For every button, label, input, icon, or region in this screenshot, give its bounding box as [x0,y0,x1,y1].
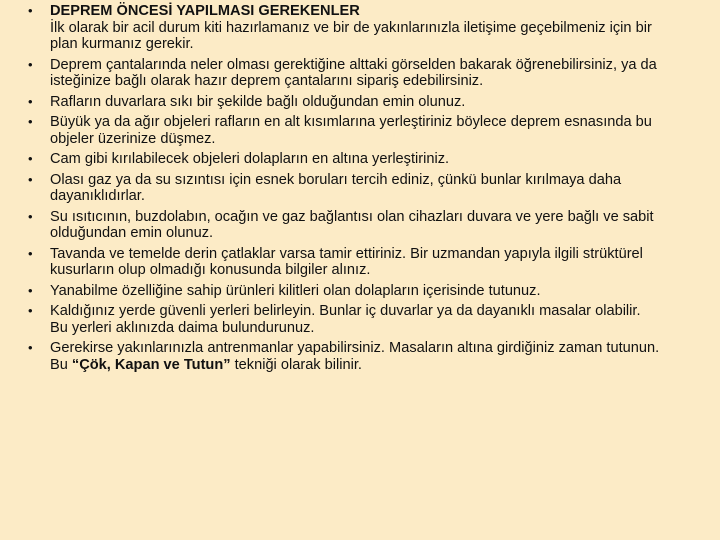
technique-name: “Çök, Kapan ve Tutun” [71,356,231,373]
list-item [0,209,660,242]
bullet-icon: • [28,282,33,298]
list-item-text: Rafların duvarlara sıkı bir şekilde bağlı olduğundan emin olunuz. [50,93,466,110]
list-item-text: Olası gaz ya da su sızıntısı için esnek boruları tercih ediniz, çünkü bunlar kırılmaya daha dayanıklıdırlar. [50,171,622,204]
list-item-text: Kaldığınız yerde güvenli yerleri belirleyin. Bunlar iç duvarlar ya da dayanıklı masalar olabilir. Bu yerleri aklınızda daima bulundurunuz. [50,303,641,336]
list-item-text: Yanabilme özelliğine sahip ürünleri kilitleri olan dolapların içerisinde tutunuz. [50,282,541,299]
bullet-icon: • [28,208,33,224]
list-item-text: Tavanda ve temelde derin çatlaklar varsa tamir ettiriniz. Bir uzmandan yapıyla ilgili strüktürel kusurların olup olmadığı konusunda bilgiler alınız. [50,245,643,278]
list-item [0,151,660,168]
list-item-text: Gerekirse yakınlarınızla antrenmanlar yapabilirsiniz. Masaların altına girdiğiniz zaman tutunun. Bu [50,340,660,373]
bullet-icon: • [28,93,33,109]
list-item-text: İlk olarak bir acil durum kiti hazırlamanız ve bir de yakınlarınızla iletişime geçebilmeniz için bir plan kurmanız gerekir. [50,19,652,52]
section-title: DEPREM ÖNCESİ YAPILMASI GEREKENLER [50,3,360,19]
list-item [0,303,660,336]
list-item-text: Su ısıtıcının, buzdolabın, ocağın ve gaz bağlantısı olan cihazları duvara ve yere bağlı ve sabit olduğundan emin olunuz. [50,208,654,241]
bullet-icon: • [28,3,33,18]
list-item-text: Cam gibi kırılabilecek objeleri dolapların en altına yerleştiriniz. [50,151,450,167]
bullet-icon: • [28,303,33,318]
list-item [0,340,660,373]
list-item [0,57,660,90]
bullet-icon: • [28,171,33,187]
bullet-icon: • [28,245,33,261]
bullet-icon: • [28,56,33,72]
bullet-list [0,3,660,373]
list-item [0,3,660,53]
list-item-text: Deprem çantalarında neler olması gerektiğine alttaki görselden bakarak öğrenebilirsiniz, ya da isteğinize bağlı olarak hazır deprem çantalarını sipariş edebilirsiniz. [50,56,657,89]
bullet-icon: • [28,114,33,129]
list-item-text: Büyük ya da ağır objeleri rafların en alt kısımlarına yerleştiriniz böylece deprem esnasında bu objeler üzerinize düşmez. [50,114,652,147]
list-item [0,283,660,300]
list-item [0,246,660,279]
list-item-text-end: tekniği olarak bilinir. [230,356,362,373]
list-item [0,172,660,205]
list-item [0,94,660,111]
bullet-icon: • [28,340,33,355]
list-item [0,114,660,147]
bullet-icon: • [28,151,33,166]
